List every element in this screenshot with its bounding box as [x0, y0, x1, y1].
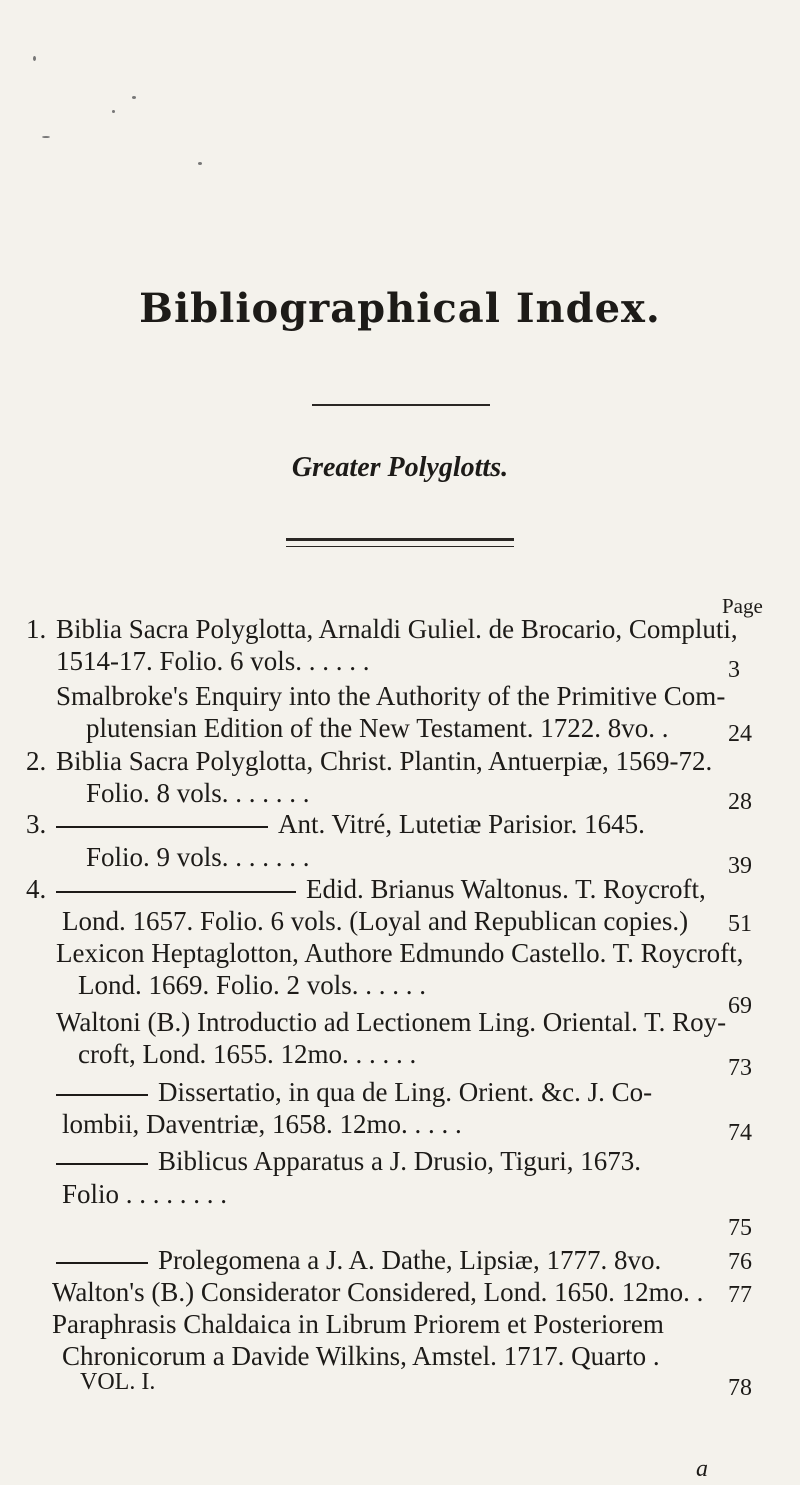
- entry-page: 24: [728, 721, 752, 747]
- entry-line: Paraphrasis Chaldaica in Librum Priorem et Posteriorem: [52, 1309, 664, 1339]
- entry-line: Biblia Sacra Polyglotta, Arnaldi Guliel. de Brocario, Compluti,: [56, 614, 738, 644]
- entry-line: Biblia Sacra Polyglotta, Christ. Plantin, Antuerpiæ, 1569-72.: [56, 746, 713, 776]
- entry-line: Waltoni (B.) Introductio ad Lectionem Ling. Oriental. T. Roy-: [56, 1007, 727, 1037]
- section-rule-thick: [286, 538, 514, 541]
- ditto-dash: [56, 1094, 148, 1096]
- entry-line: Lond. 1657. Folio. 6 vols. (Loyal and Republican copies.): [62, 906, 689, 936]
- entry-text: Biblicus Apparatus a J. Drusio, Tiguri, 1673.: [158, 1146, 642, 1176]
- entry-line: Chronicorum a Davide Wilkins, Amstel. 1717. Quarto .: [62, 1341, 660, 1371]
- entry-text: Edid. Brianus Waltonus. T. Roycroft,: [306, 874, 706, 904]
- ditto-dash: [56, 891, 296, 893]
- entry-page: 3: [728, 657, 740, 683]
- volume-label: VOL. I.: [80, 1369, 156, 1395]
- entry-line: Walton's (B.) Considerator Considered, Lond. 1650. 12mo. .: [52, 1277, 704, 1307]
- entry-page: 74: [728, 1120, 752, 1146]
- ditto-dash: [56, 1163, 148, 1165]
- entry-number: 3.: [26, 809, 47, 839]
- entry-line: Folio . . . . . . . .: [62, 1179, 228, 1209]
- title-rule: [312, 404, 490, 406]
- entry-page: 78: [728, 1375, 752, 1401]
- entry-page: 28: [728, 789, 752, 815]
- entry-number: 1.: [26, 614, 47, 644]
- ditto-dash: [56, 1262, 148, 1264]
- entry-line: Lond. 1669. Folio. 2 vols. . . . . .: [78, 970, 427, 1000]
- entry-line: Folio. 8 vols. . . . . . .: [86, 778, 310, 808]
- entry-line: Lexicon Heptaglotton, Authore Edmundo Castello. T. Roycroft,: [56, 938, 744, 968]
- ditto-dash: [56, 826, 268, 828]
- paper-speck: [132, 96, 136, 99]
- entry-line: [56, 808, 645, 840]
- paper-speck: [33, 56, 36, 61]
- entry-line: plutensian Edition of the New Testament. 1722. 8vo. .: [86, 713, 669, 743]
- entry-number: 4.: [26, 874, 47, 904]
- entry-line: [56, 1076, 652, 1108]
- entry-number: 2.: [26, 746, 47, 776]
- section-subtitle: Greater Polyglotts.: [291, 452, 509, 483]
- entry-line: lombii, Daventriæ, 1658. 12mo. . . . .: [62, 1109, 462, 1139]
- paper-speck: [42, 136, 50, 138]
- entry-line: Smalbroke's Enquiry into the Authority of the Primitive Com-: [56, 681, 726, 711]
- entry-text: Prolegomena a J. A. Dathe, Lipsiæ, 1777. 8vo.: [158, 1245, 662, 1275]
- entry-page: 51: [728, 911, 752, 937]
- page-title: Bibliographical Index.: [139, 285, 661, 332]
- entry-text: Ant. Vitré, Lutetiæ Parisior. 1645.: [278, 809, 645, 839]
- entry-page: 73: [728, 1055, 752, 1081]
- entry-page: 69: [728, 993, 752, 1019]
- signature-mark: a: [696, 1456, 708, 1482]
- entry-page: 77: [728, 1282, 752, 1308]
- entry-page: 76: [728, 1249, 752, 1275]
- entry-line: [56, 1244, 661, 1276]
- entry-line: croft, Lond. 1655. 12mo. . . . . .: [78, 1039, 417, 1069]
- entry-line: 1514-17. Folio. 6 vols. . . . . .: [56, 646, 370, 676]
- entry-page: 39: [728, 853, 752, 879]
- entry-line: Folio. 9 vols. . . . . . .: [86, 842, 310, 872]
- paper-speck: [112, 110, 115, 113]
- entry-line: [56, 873, 706, 905]
- paper-speck: [198, 162, 202, 165]
- entry-text: Dissertatio, in qua de Ling. Orient. &c. J. Co-: [158, 1077, 653, 1107]
- entry-line: [56, 1145, 641, 1177]
- entry-page: 75: [728, 1215, 752, 1241]
- page-column-heading: Page: [722, 594, 763, 618]
- section-rule-thin: [286, 546, 514, 547]
